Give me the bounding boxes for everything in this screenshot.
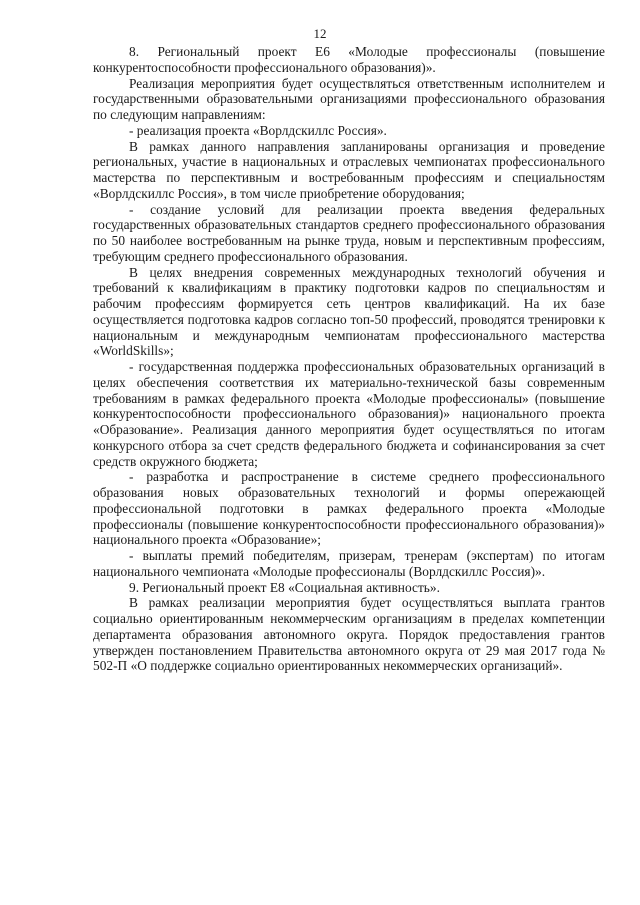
- paragraph-project-e6-heading: 8. Региональный проект Е6 «Молодые профессионалы (повышение конкурентоспособности профессионального образования)».: [93, 44, 605, 75]
- paragraph-grants: В рамках реализации мероприятия будет осуществляться выплата грантов социально ориентированным некоммерческим организациям в пределах компетенции департамента образования автономного округа. Порядок предоставления грантов утвержден постановлением Правительства автономного округа от 29 мая 2017 года № 502-П «О поддержке социально ориентированных некоммерческих организаций».: [93, 595, 605, 674]
- paragraph-worldskills-project: - реализация проекта «Ворлдскиллс Россия».: [129, 122, 387, 138]
- paragraph-prize-payments: - выплаты премий победителям, призерам, тренерам (экспертам) по итогам национального чемпионата «Молодые профессионалы (Ворлдскиллс Россия)».: [93, 548, 605, 579]
- paragraph-technologies-development: - разработка и распространение в системе среднего профессионального образования новых образовательных технологий и формы опережающей профессиональной подготовки в рамках федерального проекта «Молодые профессионалы (повышение конкурентоспособности профессионального образования)» национального проекта «Образование»;: [93, 469, 605, 548]
- paragraph-state-support: - государственная поддержка профессиональных образовательных организаций в целях обеспечения соответствия их материально-технической базы современным требованиям в рамках федерального проекта «Молодые профессионалы» (повышение конкурентоспособности профессионального образования)» национального проекта «Образование». Реализация данного мероприятия будет осуществляться по итогам конкурсного отбора за счет средств федерального бюджета и софинансирования за счет средств окружного бюджета;: [93, 359, 605, 469]
- document-body: [93, 44, 605, 674]
- paragraph-championships: В рамках данного направления запланированы организация и проведение региональных, участие в национальных и отраслевых чемпионатах профессионального мастерства по перспективным и востребованным профессиям и специальностям «Ворлдскиллс Россия», в том числе приобретение оборудования;: [93, 138, 605, 201]
- page-number: 12: [313, 26, 327, 41]
- paragraph-fgos-conditions: - создание условий для реализации проекта введения федеральных государственных образовательных стандартов среднего профессионального образования по 50 наиболее востребованным на рынке труда, новым и перспективным профессиям, требующим среднего профессионального образования.: [93, 201, 605, 264]
- paragraph-e6-implementation: Реализация мероприятия будет осуществляться ответственным исполнителем и государственными образовательными организациями профессионального образования по следующим направлениям:: [93, 75, 605, 122]
- paragraph-project-e8-heading: 9. Региональный проект Е8 «Социальная активность».: [129, 579, 440, 595]
- paragraph-qualification-centers: В целях внедрения современных международных технологий обучения и требований к квалификациям в практику подготовки кадров по специальностям и рабочим профессиям формируется сеть центров квалификаций. На их базе осуществляется подготовка кадров согласно топ-50 профессий, проводятся тренировки к национальным и международным чемпионатам профессионального мастерства «WorldSkills»;: [93, 264, 605, 359]
